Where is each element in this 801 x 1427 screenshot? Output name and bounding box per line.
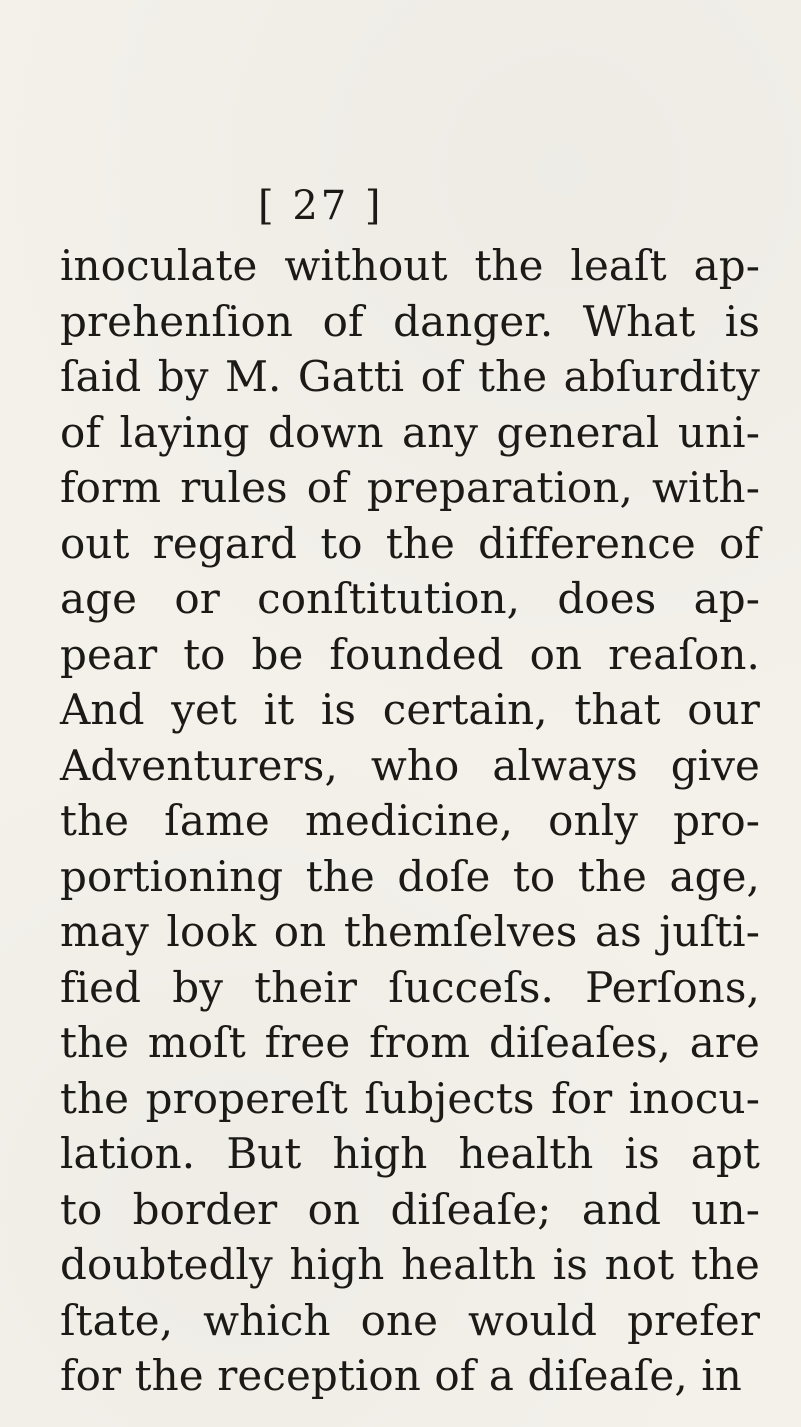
text-line: lation. But high health is apt bbox=[60, 1129, 760, 1178]
text-line: ſtate, which one would prefer bbox=[60, 1295, 760, 1345]
text-line: for the reception of a diſeaſe, in bbox=[60, 1351, 742, 1400]
text-line: Adventurers, who always give bbox=[60, 740, 760, 790]
text-line: doubtedly high health is not the bbox=[60, 1240, 760, 1289]
text-line: the ſame medicine, only pro- bbox=[60, 796, 760, 845]
text-line: form rules of preparation, with- bbox=[60, 463, 760, 512]
text-line: And yet it is certain, that our bbox=[60, 685, 760, 734]
text-line: portioning the doſe to the age, bbox=[60, 851, 760, 901]
text-line: to border on diſeaſe; and un- bbox=[60, 1184, 760, 1234]
text-line: may look on themſelves as juſti- bbox=[60, 907, 760, 956]
text-line: pear to be founded on reaſon. bbox=[60, 629, 760, 679]
text-line: prehenſion of danger. What is bbox=[60, 296, 760, 346]
text-line: ſaid by M. Gatti of the abſurdity bbox=[60, 352, 760, 401]
text-line: the moſt free from diſeaſes, are bbox=[60, 1018, 760, 1067]
text-line: age or conſtitution, does ap- bbox=[60, 574, 760, 623]
body-text bbox=[60, 238, 760, 1404]
page-number: [ 27 ] bbox=[258, 183, 384, 229]
text-line: fied by their ſucceſs. Perſons, bbox=[60, 962, 760, 1012]
text-line: of laying down any general uni- bbox=[60, 407, 760, 457]
text-line: out regard to the difference of bbox=[60, 518, 760, 568]
text-line: inoculate without the leaſt ap- bbox=[60, 241, 760, 290]
text-line: the propereſt ſubjects for inocu- bbox=[60, 1073, 760, 1123]
